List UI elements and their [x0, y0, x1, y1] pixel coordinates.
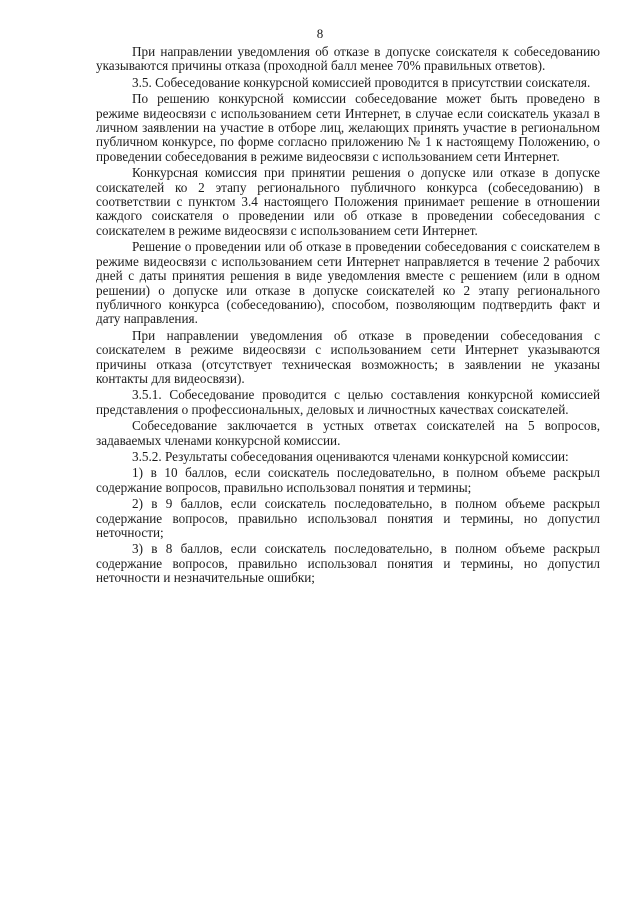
paragraph-interview-questions: Собеседование заключается в устных ответах соискателей на 5 вопросов, задаваемых членами конкурсной комиссии.	[96, 418, 600, 448]
paragraph-commission-decision: Конкурсная комиссия при принятии решения о допуске или отказе в допуске соискателей ко 2 этапу регионального публичного конкурса (собеседованию) в соответствии с пунктом 3.4 настоящего Положения принимает решение в отношении каждого соискателя о проведении или об отказе в проведении собеседования с соискателем в режиме видеосвязи с использованием сети Интернет.	[96, 165, 600, 238]
paragraph-video-refusal-reasons: При направлении уведомления об отказе в проведении собеседования с соискателем в режиме видеосвязи с использованием сети Интернет указываются причины отказа (отсутствует техническая возможность; в заявлении не указаны контакты для видеосвязи).	[96, 327, 600, 386]
paragraph-decision-notification: Решение о проведении или об отказе в проведении собеседования с соискателем в режиме видеосвязи с использованием сети Интернет направляется в течение 2 рабочих дней с даты принятия решения в виде уведомления вместе с решением (или в одном решении) о допуске или отказе в допуске соискателей ко 2 этапу регионального публичного конкурса (собеседованию), способом, позволяющим подтвердить факт и дату направления.	[96, 239, 600, 327]
page-number: 8	[316, 26, 324, 41]
list-item-score-10: 1) в 10 баллов, если соискатель последовательно, в полном объеме раскрыл содержание вопросов, правильно использовал понятия и термины;	[96, 465, 600, 495]
paragraph-3-5-2: 3.5.2. Результаты собеседования оцениваются членами конкурсной комиссии:	[132, 448, 569, 464]
paragraph-video-interview: По решению конкурсной комиссии собеседование может быть проведено в режиме видеосвязи с использованием сети Интернет, в случае если соискатель указал в личном заявлении на участие в отборе лиц, желающих принять участие в региональном публичном конкурсе, по форме согласно приложению № 1 к настоящему Положению, о проведении собеседования в режиме видеосвязи с использованием сети Интернет.	[96, 91, 600, 164]
paragraph-3-5-1: 3.5.1. Собеседование проводится с целью составления конкурсной комиссией представления о профессиональных, деловых и личностных качествах соискателей.	[96, 387, 600, 417]
document-body	[96, 45, 600, 588]
list-item-score-9: 2) в 9 баллов, если соискатель последовательно, в полном объеме раскрыл содержание вопросов, правильно использовал понятия и термины, но допустил неточности;	[96, 496, 600, 540]
paragraph-3-5: 3.5. Собеседование конкурсной комиссией проводится в присутствии соискателя.	[132, 74, 591, 90]
paragraph-refusal-reasons: При направлении уведомления об отказе в допуске соискателя к собеседованию указываются причины отказа (проходной балл менее 70% правильных ответов).	[96, 44, 600, 74]
list-item-score-8: 3) в 8 баллов, если соискатель последовательно, в полном объеме раскрыл содержание вопросов, правильно использовал понятия и термины, но допустил неточности и незначительные ошибки;	[96, 541, 600, 586]
